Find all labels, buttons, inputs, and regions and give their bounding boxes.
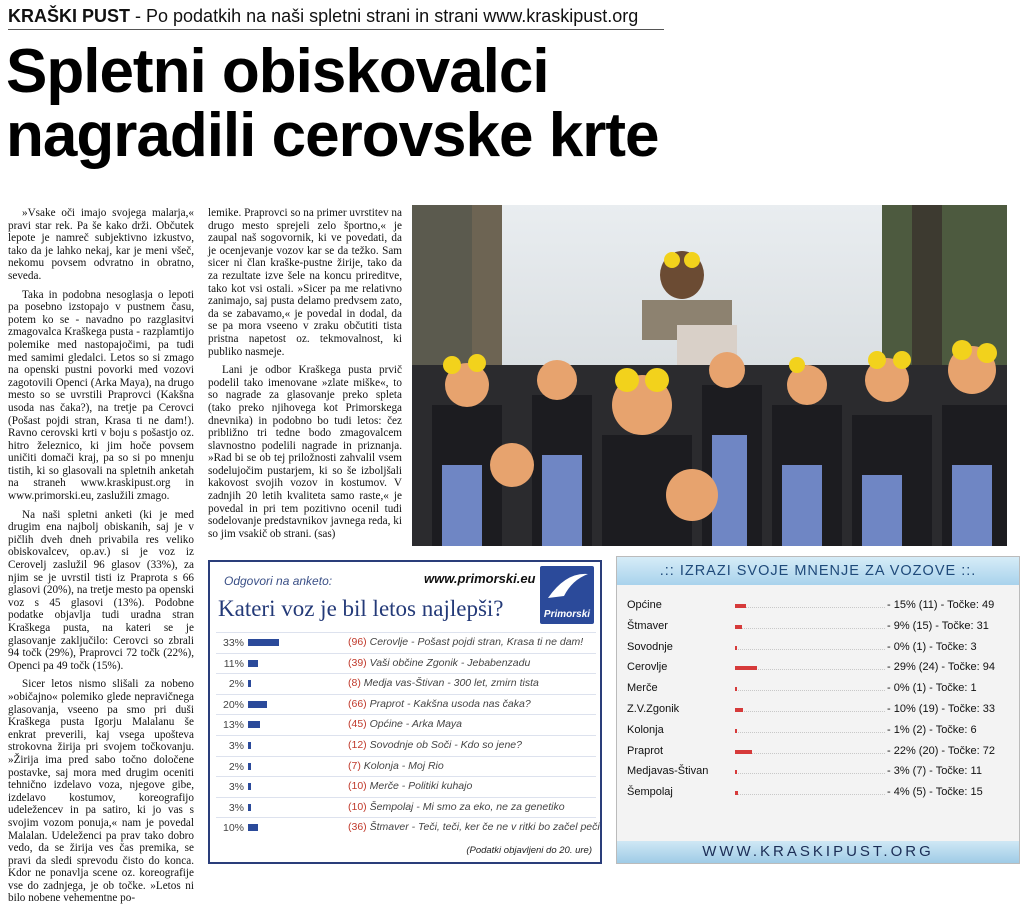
results-row (617, 659, 1019, 677)
paragraph: lemike. Praprovci so na primer uvrstitev na drugo mesto sprejeli zelo športno,« je zaupal naš sogovornik, ki ve povedati, da je ocenjevanje vozov kar se da težko. Sam sicer ni član kraške-pustne žirije, tako da za rezultate izve šele na koncu prireditve, tako kot vsi ostali. »Sicer pa me relativno zanimajo, saj pusta delamo predvsem zato, da se zabavamo,« je povedal in dodal, da se pa mora vseeno v zraku občutiti tista pristna napetost oz. tekmovalnost, ki publiko nasmeje. (208, 207, 402, 358)
headline-line-2: nagradili cerovske krte (6, 101, 659, 170)
results-dotted-line (735, 711, 885, 712)
paragraph: Lani je odbor Kraškega pusta prvič podelil tako imenovane »zlate miške«, to so nagrade za glasovanje preko spleta (tako preko njihovega kot Primorskega dnevnika) in podobno bo tudi letos: čez približno tri tedne bodo zmagovalcem slavnostno podelili nagrade in priznanja. »Rad bi se ob tej priložnosti zahvalil vsem sodelujočim pustarjem, ki so še izboljšali kakovost svojih vozov in kostumov. V zadnjih 20 letih kvaliteta samo raste,« je povedal in pri tem pozitivno ocenil tudi sodelovanje predstavnikov javnega reda, ki so jim vsakič ob strani. (sas) (208, 364, 402, 540)
poll-option-text: Praprot - Kakšna usoda nas čaka? (366, 697, 531, 710)
results-dotted-line (735, 649, 885, 650)
results-value: - 1% (2) - Točke: 6 (887, 723, 977, 736)
poll-row (216, 632, 596, 653)
poll-option (348, 801, 565, 813)
paragraph: Taka in podobna nesoglasja o lepoti pa posebno izstopajo v pustnem času, potem ko se - navadno po razglasitvi zmagovalca Kraškega pusta - razplamtijo polemike med nastopajočimi, pa tudi med samimi gledalci. Letos so si zmago na openski pustni povorki med vozovi zagotovili Openci (Arka Maya), na drugo mesto so se uvrstili Praprovci (Kakšna usoda nas čaka?), na tretje pa Cerovci (Pošast pojdi stran, Krasa ti ne dam!). Ravno cerovski krti v boju s pošastjo oz. hitro železnico, ki jim hoče povsem uničiti domači kraj, pa so si po mnenju tistih, ki so glasovali na spletnih anketah na straneh www.kraskipust.org in www.primorski.eu, zaslužili zmago. (8, 288, 194, 503)
results-dotted-line (735, 669, 885, 670)
poll-count: (12) (348, 738, 367, 751)
photo-illustration (412, 205, 1007, 546)
poll-label: Odgovori na anketo: (224, 574, 333, 588)
poll-count: (7) (348, 759, 361, 772)
results-name: Šempolaj (627, 786, 673, 799)
results-bar (735, 687, 737, 691)
carnival-photo (412, 205, 1007, 546)
results-row (617, 597, 1019, 615)
results-row (617, 701, 1019, 719)
results-dotted-line (735, 732, 885, 733)
results-name: Praprot (627, 744, 664, 757)
poll-percent: 13% (222, 719, 244, 732)
results-name: Općine (627, 599, 662, 611)
poll-count: (10) (348, 780, 367, 793)
results-value: - 0% (1) - Točke: 1 (887, 682, 977, 695)
poll-results (216, 632, 600, 838)
results-value: - 0% (1) - Točke: 3 (887, 640, 977, 653)
results-name: Medjavas-Štivan (627, 765, 709, 778)
results-row (617, 722, 1019, 740)
poll-row (216, 653, 596, 674)
poll-count: (96) (348, 636, 367, 648)
results-bar (735, 625, 742, 629)
results-name: Z.V.Zgonik (627, 703, 680, 715)
poll-row (216, 673, 596, 694)
results-footer[interactable]: WWW.KRASKIPUST.ORG (617, 841, 1019, 863)
results-name: Štmaver (627, 619, 668, 632)
results-row (617, 639, 1019, 657)
poll-option (348, 821, 600, 833)
results-value: - 10% (19) - Točke: 33 (887, 703, 996, 715)
poll-row (216, 797, 596, 818)
poll-bar (248, 804, 251, 811)
results-row (617, 784, 1019, 802)
results-row (617, 618, 1019, 636)
poll-row (216, 735, 596, 756)
results-bar (735, 791, 738, 795)
poll-option (348, 739, 522, 751)
results-dotted-line (735, 753, 885, 754)
bird-icon (540, 566, 594, 606)
results-bar (735, 666, 757, 670)
poll-option (348, 657, 530, 669)
poll-row (216, 817, 600, 838)
poll-question: Kateri voz je bil letos najlepši? (218, 596, 504, 621)
results-name: Merče (627, 682, 658, 695)
poll-count: (36) (348, 821, 367, 834)
results-dotted-line (735, 794, 885, 795)
results-bar (735, 604, 746, 608)
poll-count: (39) (348, 656, 367, 669)
kicker-subtitle: - Po podatkih na naši spletni strani in strani www.kraskipust.org (130, 6, 639, 26)
results-row (617, 763, 1019, 781)
results-dotted-line (735, 690, 885, 691)
results-bar (735, 770, 737, 774)
results-dotted-line (735, 773, 885, 774)
poll-bar (248, 701, 267, 708)
poll-bar (248, 721, 260, 728)
logo-text: Primorski (543, 609, 591, 620)
article-column-1 (8, 207, 194, 911)
poll-option (348, 698, 531, 710)
poll-option (348, 636, 583, 648)
results-row (617, 680, 1019, 698)
results-value: - 15% (11) - Točke: 49 (887, 599, 995, 611)
results-bar (735, 750, 752, 754)
poll-percent: 20% (222, 698, 244, 711)
poll-row (216, 756, 596, 777)
results-name: Kolonja (627, 723, 664, 736)
poll-option-text: Vaši občine Zgonik - Jebabenzadu (366, 656, 531, 669)
headline (6, 37, 1016, 170)
results-value: - 29% (24) - Točke: 94 (887, 661, 996, 674)
primorski-logo (540, 566, 594, 624)
poll-row (216, 714, 596, 735)
poll-box (208, 560, 602, 864)
poll-bar (248, 639, 279, 646)
poll-bar (248, 680, 251, 687)
results-title: .:: IZRAZI SVOJE MNENJE ZA VOZOVE ::. (617, 557, 1019, 585)
poll-row (216, 776, 596, 797)
poll-option (348, 677, 539, 689)
section-name: KRAŠKI PUST (8, 6, 131, 26)
header-rule (8, 29, 664, 30)
kraskipust-results-box (616, 556, 1020, 864)
poll-percent: 33% (222, 637, 244, 649)
poll-count: (8) (348, 677, 361, 690)
results-dotted-line (735, 628, 885, 629)
headline-line-1: Spletni obiskovalci (6, 37, 549, 106)
poll-option-text: Cerovlje - Pošast pojdi stran, Krasa ti ne dam! (366, 636, 584, 648)
poll-option-text: Kolonja - Moj Rio (360, 759, 444, 772)
poll-bar (248, 824, 258, 831)
article-column-2 (208, 207, 402, 546)
poll-count: (66) (348, 697, 367, 710)
poll-bar (248, 742, 251, 749)
poll-note: (Podatki objavljeni do 20. ure) (466, 845, 592, 856)
poll-option-text: Štmaver - Teči, teči, ker če ne v ritki bo začel peči (366, 821, 600, 834)
poll-option (348, 780, 472, 792)
poll-percent: 10% (222, 822, 244, 835)
results-dotted-line (735, 607, 885, 608)
poll-option-text: Šempolaj - Mi smo za eko, ne za genetiko (366, 800, 565, 813)
paragraph: »Vsake oči imajo svojega malarja,« pravi star rek. Pa še kako drži. Občutek lepote je namreč subjektivno izkustvo, tako da je lahko nekaj, kar je meni všeč, nekomu povsem odvratno in obratno, seveda. (8, 207, 194, 282)
poll-row (216, 694, 596, 715)
poll-count: (10) (348, 800, 367, 813)
poll-bar (248, 783, 251, 790)
poll-percent: 3% (228, 739, 244, 752)
poll-option-text: Sovodnje ob Soči - Kdo so jene? (366, 738, 522, 751)
poll-percent: 3% (228, 781, 244, 794)
poll-percent: 11% (223, 657, 244, 670)
results-value: - 3% (7) - Točke: 11 (887, 765, 982, 778)
poll-option (348, 760, 444, 772)
poll-site[interactable]: www.primorski.eu (424, 571, 536, 586)
poll-count: (45) (348, 718, 367, 731)
poll-option-text: Merče - Politiki kuhajo (366, 780, 473, 793)
results-value: - 9% (15) - Točke: 31 (887, 619, 989, 632)
paragraph: Sicer letos nismo slišali za nobeno »običajno« polemiko glede nepravičnega glasovanja, vseeno pa smo pri duši Kraškega pusta Igorju Malalanu še enkrat preverili, kaj vsega upošteva strokovna žirija pri svojem točkovanju. »Žirija ima pred sabo točno določene postavke, saj mora med drugim oceniti tehnično izdelavo voza, njegove gibe, izdelavo kostumov, koreografijo udeležencev in pa satiro, ki jo vas s svojim vozom ponuja,« nam je povedal Malalan. Udeleženci pa prav tako dobro vedo, da se žirija ves čas premika, se pravi da sledi sprevodu čisto do konca. Kdor ne ponavlja scene oz. koreografije vse do zadnjega, je ob točke. »Letos ni bilo nobene vehementne po- (8, 678, 194, 905)
poll-option (348, 718, 462, 730)
poll-percent: 2% (228, 678, 244, 691)
paragraph: Na naši spletni anketi (ki je med drugim ena najbolj obiskanih, saj je v pičlih dveh dneh privabila res veliko obiskovalcev, op.av.) si je voz iz Cerovelj zaslužil 96 glasov (33%), za njim se je uvrstil tisti iz Praprota s 66 glasovi (20%), na tretje mesto pa openski voz s 45 glasovi (13%). Podobne podatke objavlja tudi uradna stran Kraškega pusta, na kateri se je glasovanje zaključilo: Cerovci so zbrali 94 točk (29%), Praprovci 72 točk (22%), Openci pa 49 točk (15%). (8, 508, 194, 672)
poll-percent: 2% (228, 760, 244, 773)
results-bar (735, 708, 743, 712)
results-name: Sovodnje (627, 640, 673, 653)
results-value: - 4% (5) - Točke: 15 (887, 786, 983, 799)
results-bar (735, 646, 737, 650)
poll-bar (248, 763, 251, 770)
poll-bar (248, 660, 258, 667)
results-value: - 22% (20) - Točke: 72 (887, 744, 996, 757)
poll-percent: 3% (228, 801, 244, 814)
results-bar (735, 729, 737, 733)
poll-option-text: Medja vas-Štivan - 300 let, zmirn tista (360, 677, 539, 690)
results-name: Cerovlje (627, 661, 668, 674)
results-row (617, 743, 1019, 761)
kicker (8, 6, 638, 27)
poll-option-text: Općine - Arka Maya (366, 718, 462, 731)
